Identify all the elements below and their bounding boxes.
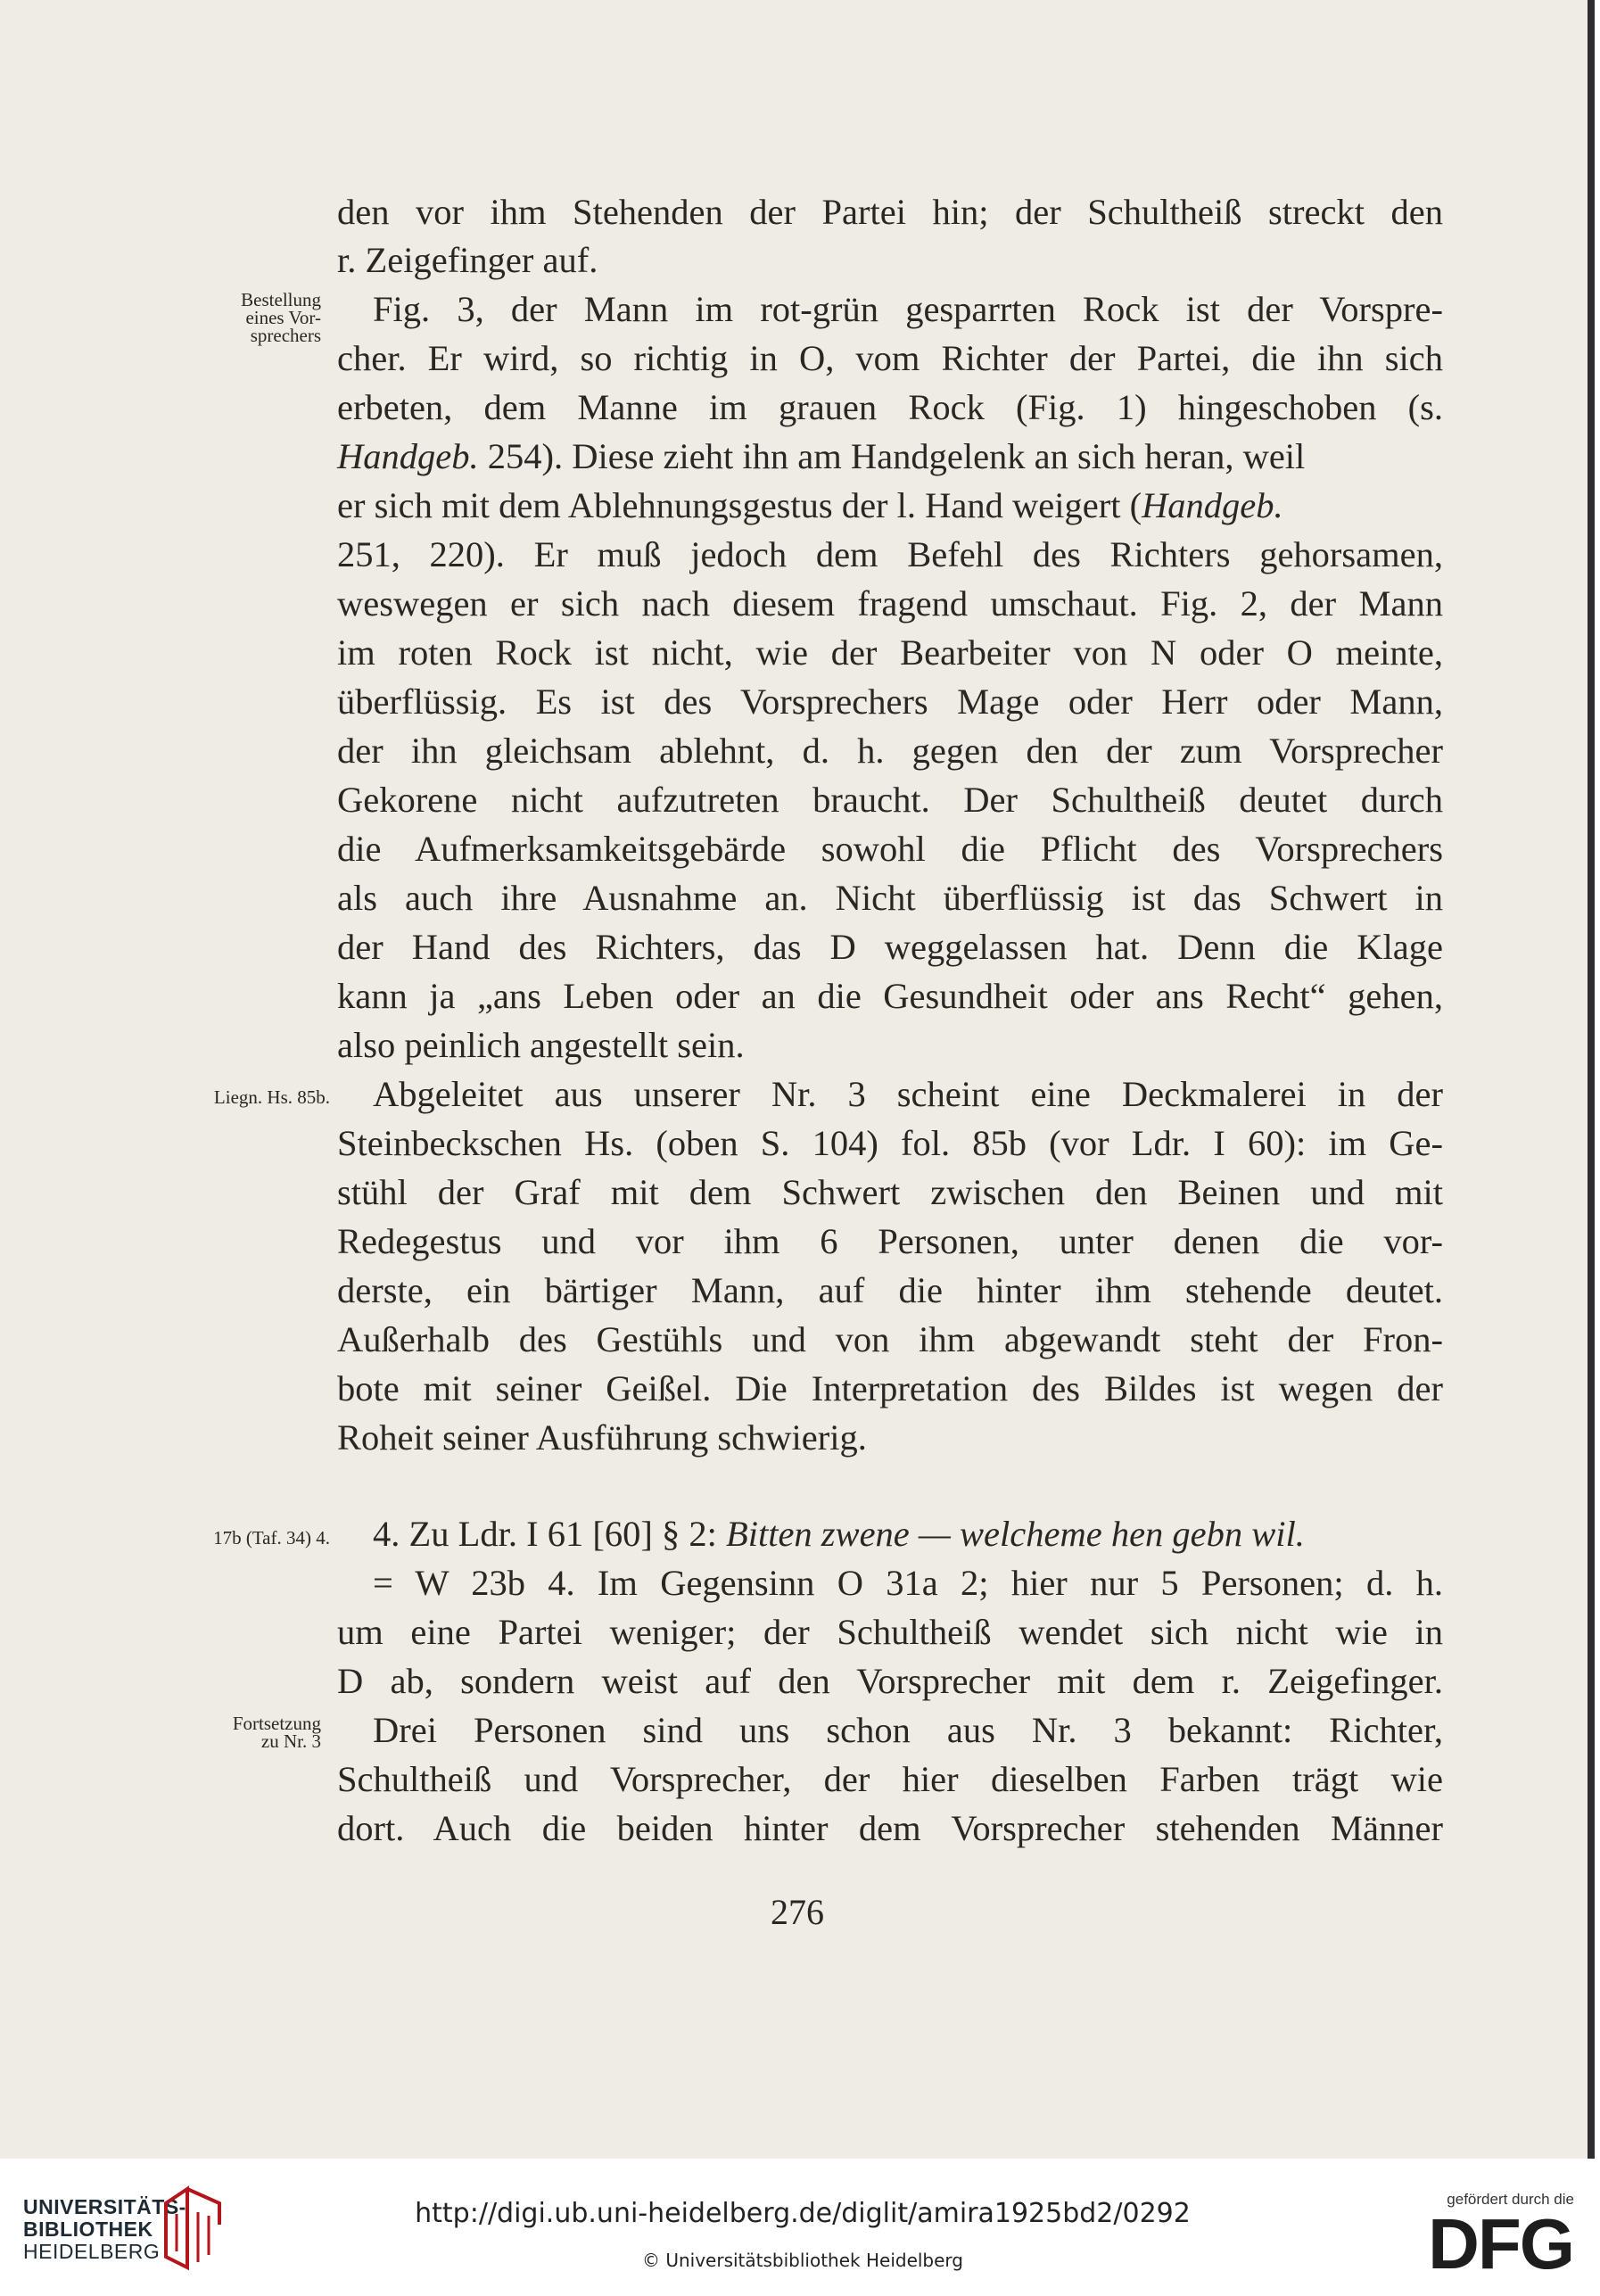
text-line: D ab, sondern weist auf den Vorsprecher mit dem r. Zeigefinger. [337, 1661, 1443, 1701]
text-line: r. Zeigefinger auf. [337, 240, 598, 280]
margin-note-fortsetzung: Fortsetzung zu Nr. 3 [232, 1713, 321, 1752]
italic-ref: Handgeb. [1142, 485, 1283, 525]
text-line: den vor ihm Stehenden der Partei hin; der Schultheiß streckt den [337, 192, 1443, 232]
text-line: Fig. 3, der Mann im rot-grün gesparrten Rock ist der Vorspre- [373, 289, 1443, 329]
text-line: stühl der Graf mit dem Schwert zwischen den Beinen und mit [337, 1172, 1443, 1212]
margin-note-bestellung: Bestellung eines Vor- sprechers [241, 289, 321, 346]
text-line: bote mit seiner Geißel. Die Interpretation des Bildes ist wegen der [337, 1368, 1443, 1408]
text-line: um eine Partei weniger; der Schultheiß wendet sich nicht wie in [337, 1612, 1443, 1652]
text-line: Gekorene nicht aufzutreten braucht. Der Schultheiß deutet durch [337, 780, 1443, 820]
text-line: derste, ein bärtiger Mann, auf die hinter ihm stehende deutet. [337, 1270, 1443, 1310]
text-line: = W 23b 4. Im Gegensinn O 31a 2; hier nur 5 Personen; d. h. [373, 1563, 1443, 1603]
text-line: 251, 220). Er muß jedoch dem Befehl des Richters gehorsamen, [337, 534, 1443, 574]
text-line: er sich mit dem Ablehnungsgestus der l. Hand weigert (Handgeb. [337, 485, 1283, 525]
text-line: Roheit seiner Ausführung schwierig. [337, 1417, 867, 1458]
text-line: cher. Er wird, so richtig in O, vom Richter der Partei, die ihn sich [337, 338, 1443, 378]
library-mark-icon [157, 2185, 228, 2271]
text-line: die Aufmerksamkeitsgebärde sowohl die Pflicht des Vorsprechers [337, 829, 1443, 869]
dfg-logo[interactable]: DFG [1428, 2204, 1573, 2284]
text-line: dort. Auch die beiden hinter dem Vorsprecher stehenden Männer [337, 1808, 1443, 1848]
text-line: weswegen er sich nach diesem fragend umschaut. Fig. 2, der Mann [337, 583, 1443, 624]
text-line: im roten Rock ist nicht, wie der Bearbeiter von N oder O meinte, [337, 632, 1443, 673]
text-line: Handgeb. 254). Diese zieht ihn am Handgelenk an sich heran, weil [337, 436, 1306, 476]
text-line: Schultheiß und Vorsprecher, der hier dieselben Farben trägt wie [337, 1759, 1443, 1799]
dfg-caption: gefördert durch die [1447, 2191, 1574, 2208]
text-line: also peinlich angestellt sein. [337, 1025, 745, 1065]
text-line: Redegestus und vor ihm 6 Personen, unter denen die vor- [337, 1221, 1443, 1261]
text-line: Steinbeckschen Hs. (oben S. 104) fol. 85b (vor Ldr. I 60): im Ge- [337, 1123, 1443, 1163]
text-line: 4. Zu Ldr. I 61 [60] § 2: Bitten zwene — welcheme hen gebn wil. [373, 1514, 1305, 1554]
text-line: erbeten, dem Manne im grauen Rock (Fig. 1) hingeschoben (s. [337, 387, 1443, 427]
page-number: 276 [771, 1892, 824, 1932]
text-line: Drei Personen sind uns schon aus Nr. 3 bekannt: Richter, [373, 1710, 1443, 1750]
text-line: kann ja „ans Leben oder an die Gesundheit oder ans Recht“ gehen, [337, 976, 1443, 1016]
library-logo[interactable]: UNIVERSITÄTS- BIBLIOTHEK HEIDELBERG [23, 2195, 186, 2263]
text-line: als auch ihre Ausnahme an. Nicht überflüssig ist das Schwert in [337, 878, 1443, 918]
footer-bar [0, 2159, 1600, 2296]
text-line: der Hand des Richters, das D weggelassen hat. Denn die Klage [337, 927, 1443, 967]
italic-quote: Bitten zwene — welcheme hen gebn wil. [725, 1514, 1305, 1554]
text-line: überflüssig. Es ist des Vorsprechers Mage oder Herr oder Mann, [337, 681, 1443, 722]
permalink-url[interactable]: http://digi.ub.uni-heidelberg.de/diglit/amira1925bd2/0292 [415, 2198, 1191, 2229]
text-line: Abgeleitet aus unserer Nr. 3 scheint eine Deckmalerei in der [373, 1074, 1443, 1114]
page-edge [1588, 0, 1595, 2159]
margin-note-taf: 17b (Taf. 34) 4. [213, 1527, 330, 1549]
copyright-notice: © Universitätsbibliothek Heidelberg [641, 2250, 963, 2271]
text-line: der ihn gleichsam ablehnt, d. h. gegen den der zum Vorsprecher [337, 731, 1443, 771]
margin-note-liegn: Liegn. Hs. 85b. [213, 1086, 330, 1108]
text-line: Außerhalb des Gestühls und von ihm abgewandt steht der Fron- [337, 1319, 1443, 1359]
italic-ref: Handgeb. [337, 436, 479, 476]
